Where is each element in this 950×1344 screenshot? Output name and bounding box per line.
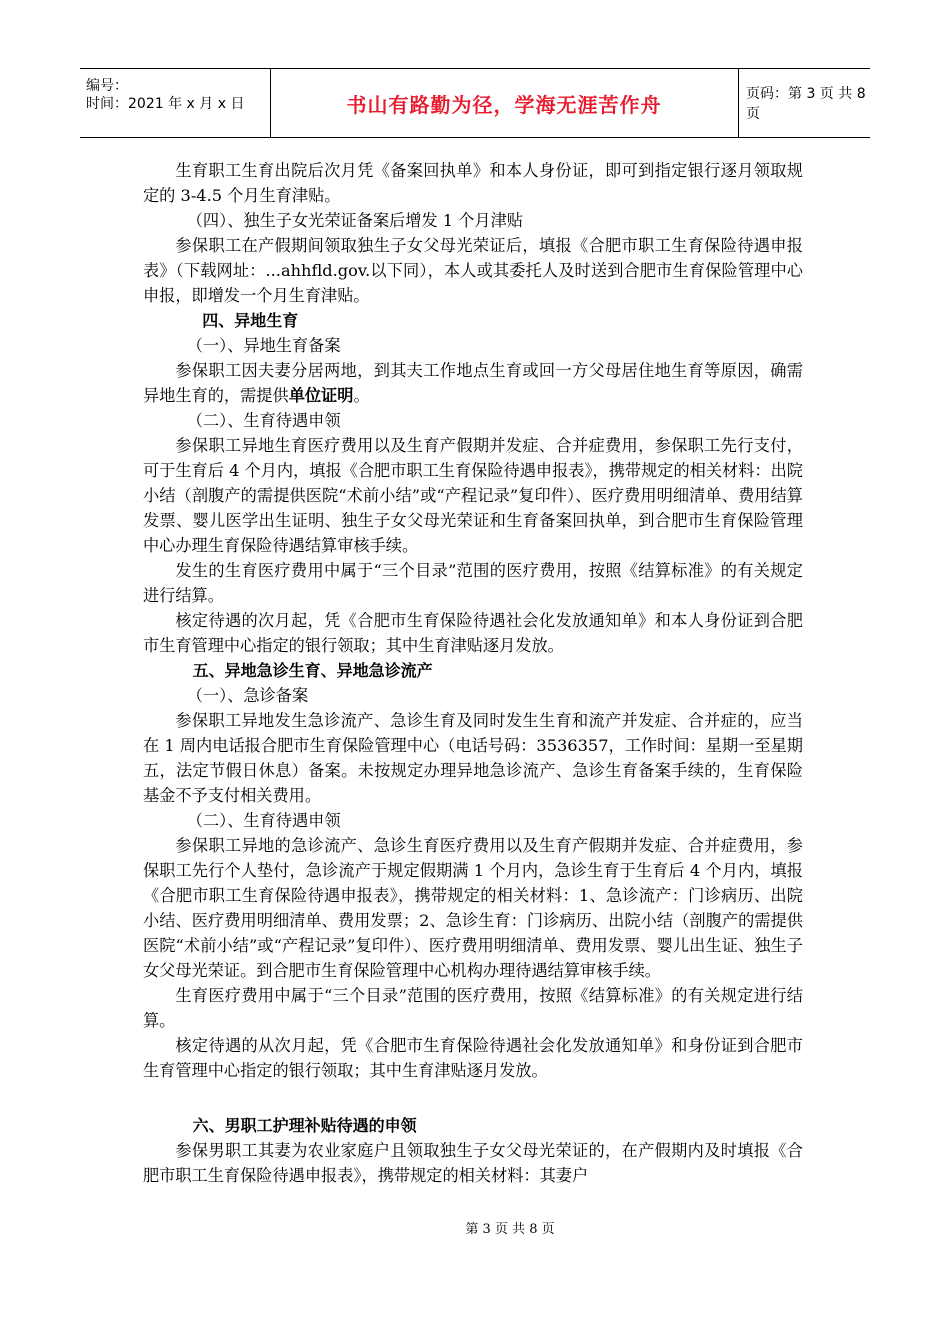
paragraph-text: 。 xyxy=(353,386,370,405)
header-motto: 书山有路勤为径，学海无涯苦作舟 xyxy=(270,69,739,137)
paragraph: 参保职工异地发生急诊流产、急诊生育及同时发生生育和流产并发症、合并症的，应当在 1 周内电话报合肥市生育保险管理中心（电话号码：3536357，工作时间：星期一至星期五，法定节假日休息）备案。未按规定办理异地急诊流产、急诊生育备案手续的，生育保险基金不予支付相关费用。 xyxy=(143,711,803,805)
page-footer: 第 3 页 共 8 页 xyxy=(465,1222,555,1237)
paragraph: 核定待遇的从次月起，凭《合肥市生育保险待遇社会化发放通知单》和身份证到合肥市生育管理中心指定的银行领取；其中生育津贴逐月发放。 xyxy=(143,1036,803,1080)
document-body xyxy=(143,158,803,1188)
subsection-heading: （一）、急诊备案 xyxy=(186,686,309,705)
spacer xyxy=(143,1083,803,1113)
document-date: 时间：2021 年 x 月 x 日 xyxy=(86,96,245,112)
emphasis-text: 单位证明 xyxy=(288,386,354,405)
paragraph: 发生的生育医疗费用中属于“三个目录”范围的医疗费用，按照《结算标准》的有关规定进行结算。 xyxy=(143,561,803,605)
paragraph: 参保男职工其妻为农业家庭户且领取独生子女父母光荣证的，在产假期内及时填报《合肥市职工生育保险待遇申报表》，携带规定的相关材料：其妻户 xyxy=(143,1141,803,1185)
subsection-heading: （二）、生育待遇申领 xyxy=(186,411,341,430)
document-number-label: 编号： xyxy=(86,78,128,94)
subsection-heading: （一）、异地生育备案 xyxy=(186,336,341,355)
paragraph: 参保职工异地生育医疗费用以及生育产假期并发症、合并症费用，参保职工先行支付，可于生育后 4 个月内，填报《合肥市职工生育保险待遇申报表》，携带规定的相关材料：出院小结（剖腹产的需提供医院“术前小结”或“产程记录”复印件）、医疗费用明细清单、费用结算发票、婴儿医学出生证明、独生子女父母光荣证和生育备案回执单，到合肥市生育保险管理中心办理生育保险待遇结算审核手续。 xyxy=(143,436,803,555)
paragraph: 参保职工在产假期间领取独生子女父母光荣证后，填报《合肥市职工生育保险待遇申报表》（下载网址：...ahhfld.gov.以下同），本人或其委托人及时送到合肥市生育保险管理中心申报，即增发一个月生育津贴。 xyxy=(143,236,803,305)
page-header xyxy=(80,68,870,138)
paragraph: 生育职工生育出院后次月凭《备案回执单》和本人身份证，即可到指定银行逐月领取规定的 3-4.5 个月生育津贴。 xyxy=(143,161,803,205)
section-heading: 五、异地急诊生育、异地急诊流产 xyxy=(192,661,433,680)
section-heading: 四、异地生育 xyxy=(202,311,299,330)
paragraph: 核定待遇的次月起，凭《合肥市生育保险待遇社会化发放通知单》和本人身份证到合肥市生育管理中心指定的银行领取；其中生育津贴逐月发放。 xyxy=(143,611,803,655)
subsection-heading: （四）、独生子女光荣证备案后增发 1 个月津贴 xyxy=(186,211,523,230)
paragraph: 参保职工异地的急诊流产、急诊生育医疗费用以及生育产假期并发症、合并症费用，参保职工先行个人垫付，急诊流产于规定假期满 1 个月内，急诊生育于生育后 4 个月内，填报《合肥市职工生育保险待遇申报表》，携带规定的相关材料：1、急诊流产：门诊病历、出院小结、医疗费用明细清单、费用发票；2、急诊生育：门诊病历、出院小结（剖腹产的需提供医院“术前小结”或“产程记录”复印件）、医疗费用明细清单、费用发票、婴儿出生证、独生子女父母光荣证。到合肥市生育保险管理中心机构办理待遇结算审核手续。 xyxy=(143,836,803,980)
header-meta xyxy=(80,69,271,137)
section-heading: 六、男职工护理补贴待遇的申领 xyxy=(192,1116,417,1135)
paragraph-text: 参保职工因夫妻分居两地，到其夫工作地点生育或回一方父母居住地生育等原因，确需异地生育的，需提供 xyxy=(143,361,803,405)
subsection-heading: （二）、生育待遇申领 xyxy=(186,811,341,830)
header-page-code: 页码：第 3 页 共 8 页 xyxy=(746,86,866,122)
paragraph: 生育医疗费用中属于“三个目录”范围的医疗费用，按照《结算标准》的有关规定进行结算。 xyxy=(143,986,803,1030)
paragraph xyxy=(143,358,803,408)
